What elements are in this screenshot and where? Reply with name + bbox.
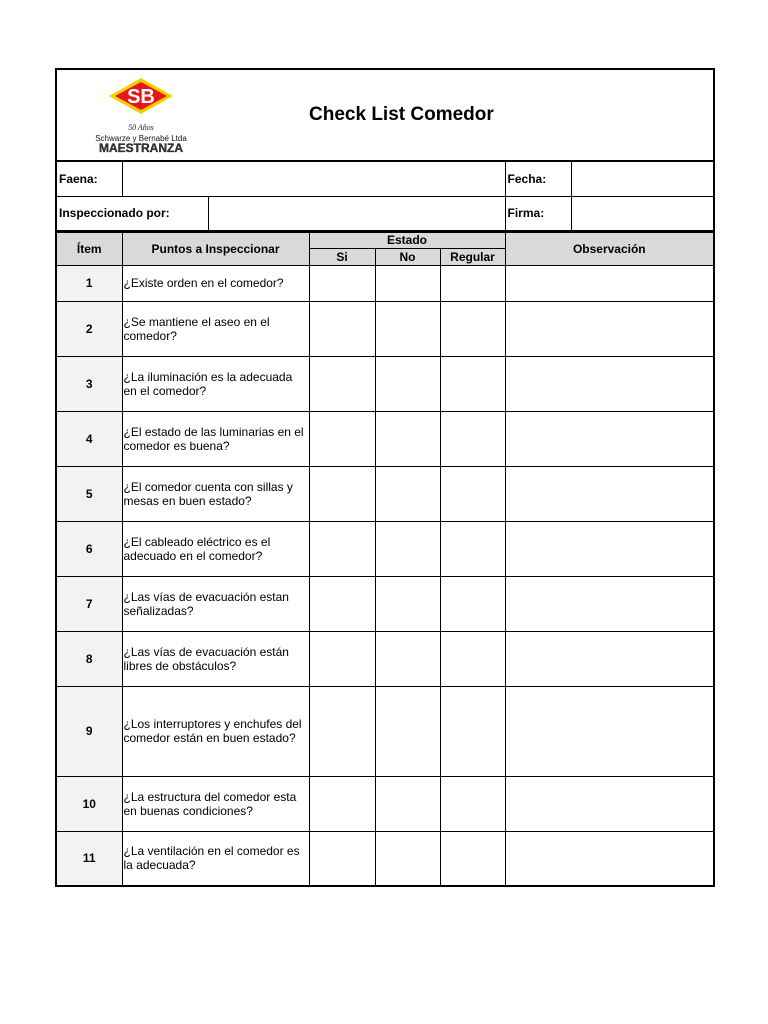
estado-no-cell[interactable] — [375, 776, 440, 831]
item-number: 3 — [56, 356, 122, 411]
estado-si-cell[interactable] — [309, 776, 375, 831]
estado-regular-cell[interactable] — [440, 776, 505, 831]
item-number: 2 — [56, 301, 122, 356]
logo-company: Schwarze y Bernabé Ltda — [95, 134, 187, 143]
checklist-sheet — [55, 68, 713, 887]
estado-si-cell[interactable] — [309, 466, 375, 521]
inspection-point: ¿La iluminación es la adecuada en el comedor? — [122, 356, 309, 411]
observacion-cell[interactable] — [505, 411, 714, 466]
estado-regular-cell[interactable] — [440, 411, 505, 466]
inspection-point: ¿Los interruptores y enchufes del comedor están en buen estado? — [122, 686, 309, 776]
header-no: No — [375, 248, 440, 265]
fecha-label: Fecha: — [505, 161, 571, 196]
table-row — [56, 265, 714, 301]
header-si: Si — [309, 248, 375, 265]
page-title: Check List Comedor — [309, 104, 494, 125]
inspection-point: ¿El estado de las luminarias en el comedor es buena? — [122, 411, 309, 466]
estado-no-cell[interactable] — [375, 411, 440, 466]
item-number: 9 — [56, 686, 122, 776]
estado-regular-cell[interactable] — [440, 356, 505, 411]
inspeccionado-label: Inspeccionado por: — [56, 196, 208, 231]
item-number: 8 — [56, 631, 122, 686]
checklist-rows — [56, 265, 714, 886]
firma-field[interactable] — [571, 196, 714, 231]
observacion-cell[interactable] — [505, 466, 714, 521]
header-observacion: Observación — [505, 231, 714, 265]
estado-si-cell[interactable] — [309, 576, 375, 631]
item-number: 6 — [56, 521, 122, 576]
estado-regular-cell[interactable] — [440, 265, 505, 301]
faena-label: Faena: — [56, 161, 122, 196]
table-row — [56, 576, 714, 631]
estado-si-cell[interactable] — [309, 831, 375, 886]
logo-tagline: 50 Años — [128, 123, 154, 132]
logo-cell — [56, 69, 309, 161]
header-puntos: Puntos a Inspeccionar — [122, 231, 309, 265]
inspection-point: ¿Las vías de evacuación están libres de obstáculos? — [122, 631, 309, 686]
estado-si-cell[interactable] — [309, 521, 375, 576]
inspection-point: ¿El cableado eléctrico es el adecuado en el comedor? — [122, 521, 309, 576]
item-number: 1 — [56, 265, 122, 301]
estado-no-cell[interactable] — [375, 466, 440, 521]
table-row — [56, 301, 714, 356]
estado-si-cell[interactable] — [309, 265, 375, 301]
firma-label: Firma: — [505, 196, 571, 231]
inspection-point: ¿Las vías de evacuación estan señalizadas? — [122, 576, 309, 631]
table-row — [56, 521, 714, 576]
table-row — [56, 411, 714, 466]
logo-initials: SB — [127, 86, 155, 108]
table-row — [56, 466, 714, 521]
inspection-point: ¿La ventilación en el comedor es la adecuada? — [122, 831, 309, 886]
item-number: 11 — [56, 831, 122, 886]
observacion-cell[interactable] — [505, 776, 714, 831]
item-number: 5 — [56, 466, 122, 521]
estado-regular-cell[interactable] — [440, 521, 505, 576]
estado-regular-cell[interactable] — [440, 301, 505, 356]
table-row — [56, 356, 714, 411]
observacion-cell[interactable] — [505, 576, 714, 631]
fecha-field[interactable] — [571, 161, 714, 196]
estado-no-cell[interactable] — [375, 831, 440, 886]
item-number: 4 — [56, 411, 122, 466]
title-cell — [309, 69, 714, 161]
table-row — [56, 776, 714, 831]
estado-no-cell[interactable] — [375, 265, 440, 301]
estado-no-cell[interactable] — [375, 356, 440, 411]
estado-si-cell[interactable] — [309, 356, 375, 411]
observacion-cell[interactable] — [505, 686, 714, 776]
estado-si-cell[interactable] — [309, 411, 375, 466]
observacion-cell[interactable] — [505, 356, 714, 411]
header-item: Ítem — [56, 231, 122, 265]
estado-regular-cell[interactable] — [440, 831, 505, 886]
faena-field[interactable] — [122, 161, 505, 196]
item-number: 7 — [56, 576, 122, 631]
estado-regular-cell[interactable] — [440, 686, 505, 776]
estado-regular-cell[interactable] — [440, 631, 505, 686]
observacion-cell[interactable] — [505, 521, 714, 576]
table-row — [56, 631, 714, 686]
observacion-cell[interactable] — [505, 831, 714, 886]
estado-no-cell[interactable] — [375, 576, 440, 631]
inspection-point: ¿Existe orden en el comedor? — [122, 265, 309, 301]
header-estado: Estado — [309, 231, 505, 248]
estado-regular-cell[interactable] — [440, 466, 505, 521]
inspection-point: ¿Se mantiene el aseo en el comedor? — [122, 301, 309, 356]
logo-division: MAESTRANZA — [99, 141, 183, 155]
estado-no-cell[interactable] — [375, 301, 440, 356]
estado-si-cell[interactable] — [309, 631, 375, 686]
estado-si-cell[interactable] — [309, 686, 375, 776]
logo-diamond-icon — [77, 72, 237, 160]
estado-si-cell[interactable] — [309, 301, 375, 356]
checklist-table — [55, 68, 715, 887]
inspeccionado-field[interactable] — [208, 196, 505, 231]
observacion-cell[interactable] — [505, 301, 714, 356]
estado-regular-cell[interactable] — [440, 576, 505, 631]
estado-no-cell[interactable] — [375, 686, 440, 776]
table-row — [56, 831, 714, 886]
estado-no-cell[interactable] — [375, 631, 440, 686]
header-regular: Regular — [440, 248, 505, 265]
table-row — [56, 686, 714, 776]
item-number: 10 — [56, 776, 122, 831]
company-logo — [57, 70, 309, 160]
observacion-cell[interactable] — [505, 631, 714, 686]
estado-no-cell[interactable] — [375, 521, 440, 576]
inspection-point: ¿La estructura del comedor esta en buenas condiciones? — [122, 776, 309, 831]
inspection-point: ¿El comedor cuenta con sillas y mesas en buen estado? — [122, 466, 309, 521]
observacion-cell[interactable] — [505, 265, 714, 301]
